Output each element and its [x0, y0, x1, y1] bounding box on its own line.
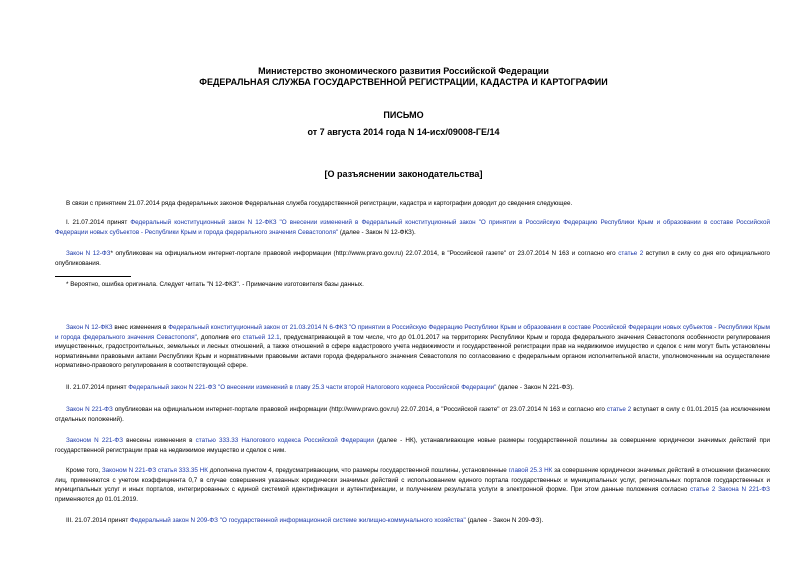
section-1-paragraph: I. 21.07.2014 принят Федеральный конституционный закон N 12-ФКЗ "О внесении изменений в Федеральный конституционный закон "О принятии в Российскую Федерацию Республики Крым и образовании в составе Российской Федерации новых субъектов - Республики Крым и города федерального значения Севастополя" (далее - Закон N 12-ФКЗ). — [55, 219, 770, 236]
article-333-33-link[interactable]: статью 333.33 Налогового кодекса Российской Федерации — [195, 437, 374, 444]
footnote: * Вероятно, ошибка оригинала. Следует читать "N 12-ФКЗ". - Примечание изготовителя базы данных. — [66, 281, 364, 288]
article-2-link[interactable]: статье 2 — [618, 250, 644, 257]
section-3-paragraph: III. 21.07.2014 принят Федеральный закон N 209-ФЗ "О государственной информационной системе жилищно-коммунального хозяйства" (далее - Закон N 209-ФЗ). — [66, 517, 544, 524]
law-12-fz-link[interactable]: Закон N 12-ФЗ — [66, 250, 111, 257]
intro-paragraph: В связи с принятием 21.07.2014 ряда федеральных законов Федеральная служба государственной регистрации, кадастра и картографии доводит до сведения следующее. — [66, 200, 573, 207]
document-date: от 7 августа 2014 года N 14-исх/09008-ГЕ/14 — [307, 127, 500, 137]
law-12-fkz-link-2[interactable]: Закон N 12-ФКЗ — [66, 324, 113, 331]
section-2-paragraph: II. 21.07.2014 принят Федеральный закон N 221-ФЗ "О внесении изменений в главу 25.3 части второй Налогового кодекса Российской Федерации" (далее - Закон N 221-ФЗ). — [66, 384, 574, 391]
article-2-law-221-link[interactable]: статье 2 Закона N 221-ФЗ — [690, 486, 770, 494]
coefficient-paragraph: Кроме того, Законом N 221-ФЗ статья 333.35 НК дополнена пунктом 4, предусматривающим, что размеры государственной пошлины, установленные главой 25.3 НК за совершение юридически значимых действий в отношении физических лиц, применяются с учетом коэффициента 0,7 в случае совершения указанных юридически значимых действий с использованием единого портала государственных и муниципальных услуг, региональных порталов государственных и муниципальных услуг и иных порталов, интегрированных с единой системой идентификации и аутентификации, и получением результата услуги в электронной форме. При этом данные положения согласно статье 2 Закона N 221-ФЗ применяются до 01.01.2019. — [55, 467, 771, 503]
law-12-fkz-link[interactable]: Федеральный конституционный закон N 12-ФКЗ "О внесении изменений в Федеральный конституционный закон "О принятии в Российскую Федерацию Республики Крым и образовании в составе Российской Федерации новых субъектов - Республики Крым и города федерального значения Севастополя" — [55, 219, 770, 236]
document-type: ПИСЬМО — [383, 110, 424, 120]
amendment-paragraph: Закон N 12-ФКЗ внес изменения в Федеральный конституционный закон от 21.03.2014 N 6-ФКЗ "О принятии в Российскую Федерацию Республики Крым и образовании в составе Российской Федерации новых субъектов - Республики Крым и города федерального значения Севастополя", дополнив его статьей 12.1, предусматривающей в том числе, что до 01.01.2017 на территориях Республики Крым и города федерального значения Севастополя особенности регулирования имущественных, градостроительных, земельных и лесных отношений, а также отношений в сфере кадастрового учета недвижимости и государственной регистрации прав на недвижимое имущество и сделок с ним могут быть установлены нормативными правовыми актами Республики Крым и нормативными правовыми актами города федерального значения Севастополя по согласованию с федеральным органом исполнительной власти, уполномоченным на осуществление нормативно-правового регулирования в соответствующей сфере. — [55, 324, 771, 370]
law-221-fz-link-2[interactable]: Закон N 221-ФЗ — [66, 406, 113, 413]
law-221-publication-paragraph: Закон N 221-ФЗ опубликован на официальном интернет-портале правовой информации (http://www.pravo.gov.ru) 22.07.2014, в "Российской газете" от 23.07.2014 N 163 и согласно его статье 2 вступает в силу с 01.01.2015 (за исключением отдельных положений). — [55, 406, 771, 423]
article-12-1-link[interactable]: статьей 12.1 — [242, 333, 280, 341]
service-heading: ФЕДЕРАЛЬНАЯ СЛУЖБА ГОСУДАРСТВЕННОЙ РЕГИСТРАЦИИ, КАДАСТРА И КАРТОГРАФИИ — [199, 77, 608, 87]
tax-code-amendment-paragraph: Законом N 221-ФЗ внесены изменения в статью 333.33 Налогового кодекса Российской Федерации (далее - НК), устанавливающие новые размеры государственной пошлины за совершение юридически значимых действий при государственной регистрации прав на недвижимое имущество и сделок с ним. — [55, 437, 770, 454]
ministry-heading: Министерство экономического развития Российской Федерации — [258, 66, 549, 76]
footnote-divider — [55, 276, 131, 277]
chapter-25-3-link[interactable]: главой 25.3 НК — [508, 467, 553, 474]
article-2-link-2[interactable]: статье 2 — [606, 406, 632, 413]
law-221-fz-link-3[interactable]: Законом N 221-ФЗ — [66, 437, 124, 444]
law-209-fz-link[interactable]: Федеральный закон N 209-ФЗ "О государственной информационной системе жилищно-коммунального хозяйства" — [129, 517, 466, 524]
publication-paragraph: Закон N 12-ФЗ* опубликован на официальном интернет-портале правовой информации (http://www.pravo.gov.ru) 22.07.2014, в "Российской газете" от 23.07.2014 N 163 и согласно его статье 2 вступил в силу со дня его официального опубликования. — [55, 250, 770, 267]
law-221-fz-link[interactable]: Федеральный закон N 221-ФЗ "О внесении изменений в главу 25.3 части второй Налогового кодекса Российской Федерации" — [128, 384, 497, 391]
article-333-35-link[interactable]: статья 333.35 НК — [157, 467, 208, 474]
law-221-fz-link-4[interactable]: Законом N 221-ФЗ — [101, 467, 157, 474]
document-subject: [О разъяснении законодательства] — [324, 169, 483, 179]
law-6-fkz-link[interactable]: Федеральный конституционный закон от 21.03.2014 N 6-ФКЗ "О принятии в Российскую Федерацию Республики Крым и образовании в составе Российской Федерации новых субъектов - Республики Крым и города федерального значения Севастополя" — [55, 324, 771, 341]
